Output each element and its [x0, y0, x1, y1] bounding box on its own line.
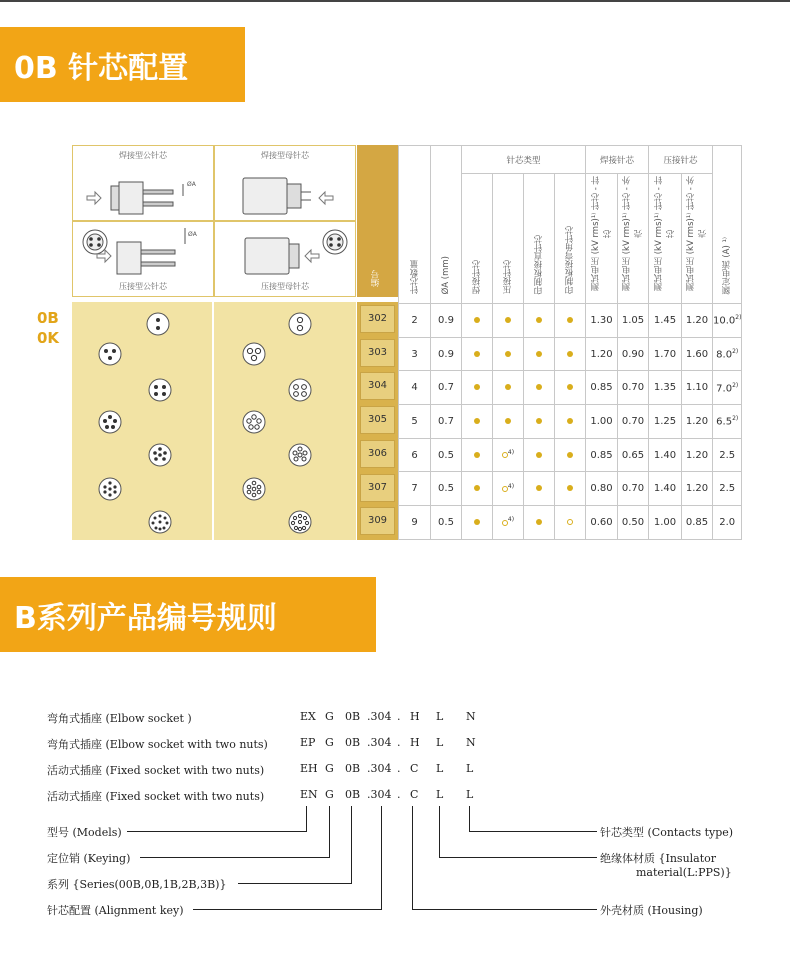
dim-label: ØA — [188, 231, 197, 238]
code-cell: 304 — [360, 372, 395, 400]
press-male-drawing — [73, 222, 213, 282]
model-code-segment: H — [410, 736, 420, 749]
contact-type-cell — [555, 438, 586, 472]
model-code-segment: EX — [300, 710, 316, 723]
legend-models: 型号 (Models) — [47, 826, 122, 839]
press-female-diagram — [214, 221, 356, 297]
leader-contacts-v — [469, 806, 470, 832]
leader-housing — [412, 909, 597, 910]
hdr-type-pcb-straight: 印制板接直针芯 — [524, 174, 555, 304]
test-voltage-cell: 0.85 — [586, 371, 618, 405]
model-code-segment: . — [397, 762, 401, 775]
contact-type-cell — [524, 506, 555, 540]
code-cell: 309 — [360, 507, 395, 535]
model-code-segment: L — [466, 762, 474, 775]
hdr-test-voltage-1: 测试电压 (kV rms)¹⁾ 针芯 - 针芯 — [586, 174, 618, 304]
section-banner-pin-config — [0, 27, 245, 102]
model-code-segment: EP — [300, 736, 316, 749]
test-voltage-cell: 0.85 — [682, 506, 713, 540]
test-voltage-cell: 1.30 — [586, 304, 618, 338]
test-voltage-cell: 0.60 — [586, 506, 618, 540]
code-cell: 302 — [360, 305, 395, 333]
model-code-segment: N — [466, 736, 476, 749]
rated-current-cell — [713, 438, 742, 472]
key-code-0b: 0B — [37, 309, 59, 327]
leader-models-v — [306, 806, 307, 832]
hdr-pin-count: 针芯数量 — [399, 146, 431, 304]
leader-series-v — [351, 806, 352, 884]
table-row — [399, 472, 742, 506]
rated-current-value: 2.5 — [719, 449, 736, 461]
leader-alignment-v — [381, 806, 382, 910]
available-dot-icon — [567, 384, 573, 390]
available-dot-icon — [505, 351, 511, 357]
leader-alignment — [193, 909, 382, 910]
top-divider — [0, 0, 790, 2]
model-code-segment: 0B — [345, 788, 361, 801]
contact-type-cell — [493, 506, 524, 540]
test-voltage-cell: 1.10 — [682, 371, 713, 405]
hdr-solder-contacts: 焊接针芯 — [586, 146, 649, 174]
contact-type-cell — [555, 506, 586, 540]
test-voltage-cell: 1.40 — [649, 438, 682, 472]
section-title: 0B 针芯配置 — [14, 50, 189, 86]
code-header-label: 编号 — [371, 270, 381, 287]
model-desc: 弯角式插座 (Elbow socket ) — [47, 712, 192, 725]
available-dot-icon — [536, 351, 542, 357]
contact-type-cell — [462, 304, 493, 338]
contact-type-cell — [555, 337, 586, 371]
press-female-drawing — [215, 222, 355, 282]
pin-count-cell: 6 — [399, 438, 431, 472]
diameter-cell: 0.5 — [431, 472, 462, 506]
contact-type-cell — [524, 472, 555, 506]
model-code-segment: L — [436, 710, 444, 723]
model-code-segment: G — [325, 710, 334, 723]
contact-type-cell — [493, 438, 524, 472]
test-voltage-cell: 0.90 — [618, 337, 649, 371]
legend-keying: 定位销 (Keying) — [47, 852, 131, 865]
solder-female-drawing — [225, 164, 350, 219]
test-voltage-cell: 1.20 — [586, 337, 618, 371]
footnote-ref: 2) — [732, 347, 739, 355]
table-row — [399, 506, 742, 540]
rated-current-cell — [713, 472, 742, 506]
available-dot-icon — [474, 351, 480, 357]
model-code-segment: .304 — [367, 736, 392, 749]
hdr-test-voltage-2: 测试电压 (kV rms)¹⁾ 针芯 - 外壳 — [618, 174, 649, 304]
table-row — [399, 438, 742, 472]
rated-current-value: 2.0 — [719, 516, 736, 528]
legend-contacts: 针芯类型 (Contacts type) — [600, 826, 734, 839]
table-row — [399, 405, 742, 439]
key-code-0k: 0K — [37, 329, 60, 347]
model-code-segment: EN — [300, 788, 318, 801]
available-dot-icon — [567, 317, 573, 323]
test-voltage-cell: 1.20 — [682, 472, 713, 506]
available-dot-icon — [536, 519, 542, 525]
test-voltage-cell: 0.50 — [618, 506, 649, 540]
section-banner-model-code — [0, 577, 376, 652]
leader-models — [127, 831, 307, 832]
hdr-diameter: ØA (mm) — [431, 146, 462, 304]
contact-type-cell — [462, 337, 493, 371]
available-dot-icon — [474, 519, 480, 525]
footnote-ref: 2) — [732, 415, 739, 423]
contact-type-cell — [555, 371, 586, 405]
table-row — [399, 304, 742, 338]
code-cell: 305 — [360, 406, 395, 434]
leader-housing-v — [412, 806, 413, 910]
test-voltage-cell: 0.65 — [618, 438, 649, 472]
test-voltage-cell: 1.05 — [618, 304, 649, 338]
rated-current-cell — [713, 337, 742, 371]
available-dot-icon — [474, 418, 480, 424]
leader-insulator-v — [439, 806, 440, 858]
pin-count-cell: 9 — [399, 506, 431, 540]
contact-type-cell — [493, 337, 524, 371]
rated-current-value: 8.0 — [716, 349, 733, 361]
test-voltage-cell: 0.70 — [618, 472, 649, 506]
test-voltage-cell: 1.25 — [649, 405, 682, 439]
available-dot-icon — [536, 418, 542, 424]
rated-current-cell — [713, 304, 742, 338]
pin-configuration-figure — [0, 145, 790, 540]
diameter-cell: 0.5 — [431, 506, 462, 540]
model-code-segment: L — [466, 788, 474, 801]
model-code-segment: .304 — [367, 710, 392, 723]
contact-type-cell — [462, 438, 493, 472]
diameter-cell: 0.9 — [431, 337, 462, 371]
table-row — [399, 337, 742, 371]
test-voltage-cell: 0.80 — [586, 472, 618, 506]
available-dot-icon — [474, 384, 480, 390]
model-code-segment: G — [325, 736, 334, 749]
optional-dot-icon — [567, 519, 573, 525]
contact-type-cell — [524, 337, 555, 371]
contact-type-cell — [524, 438, 555, 472]
available-dot-icon — [505, 418, 511, 424]
available-dot-icon — [567, 452, 573, 458]
model-code-segment: 0B — [345, 736, 361, 749]
model-code-segment: L — [436, 736, 444, 749]
hdr-contact-type: 针芯类型 — [462, 146, 586, 174]
model-code-segment: H — [410, 710, 420, 723]
model-code-segment: L — [436, 762, 444, 775]
footnote-ref: 2) — [735, 314, 742, 322]
contact-type-cell — [462, 405, 493, 439]
pin-count-cell: 7 — [399, 472, 431, 506]
footnote-ref: 4) — [507, 448, 515, 456]
press-male-diagram — [72, 221, 214, 297]
model-code-segment: 0B — [345, 762, 361, 775]
rated-current-cell — [713, 371, 742, 405]
model-desc: 活动式插座 (Fixed socket with two nuts) — [47, 790, 265, 803]
legend-alignment: 针芯配置 (Alignment key) — [47, 904, 184, 917]
footnote-ref: 4) — [507, 516, 515, 524]
model-code-segment: . — [397, 710, 401, 723]
test-voltage-cell: 1.40 — [649, 472, 682, 506]
diameter-cell: 0.5 — [431, 438, 462, 472]
rated-current-value: 10.0 — [713, 315, 736, 327]
leader-insulator — [439, 857, 597, 858]
model-code-segment: . — [397, 736, 401, 749]
diameter-cell: 0.7 — [431, 405, 462, 439]
model-code-segment: . — [397, 788, 401, 801]
available-dot-icon — [536, 384, 542, 390]
section-title: B系列产品编号规则 — [14, 600, 277, 636]
hdr-crimp-contacts: 压接针芯 — [649, 146, 713, 174]
footnote-ref: 2) — [732, 381, 739, 389]
model-code-segment: L — [436, 788, 444, 801]
code-cell: 306 — [360, 440, 395, 468]
rated-current-value: 7.0 — [716, 382, 733, 394]
available-dot-icon — [505, 317, 511, 323]
footnote-ref: 4) — [507, 482, 515, 490]
available-dot-icon — [474, 317, 480, 323]
hdr-type-crimp: 压接针芯 — [493, 174, 524, 304]
legend-insulator-material: material(L:PPS)} — [636, 866, 732, 879]
hdr-rated-current: 额定电流 (A) ¹⁾ — [713, 146, 742, 304]
model-desc: 弯角式插座 (Elbow socket with two nuts) — [47, 738, 268, 751]
test-voltage-cell: 1.20 — [682, 304, 713, 338]
contact-type-cell — [524, 304, 555, 338]
pin-count-cell: 3 — [399, 337, 431, 371]
spec-table — [398, 145, 742, 540]
model-code-segment: N — [466, 710, 476, 723]
leader-contacts — [469, 831, 597, 832]
available-dot-icon — [567, 351, 573, 357]
model-code-segment: C — [410, 762, 419, 775]
diameter-cell: 0.9 — [431, 304, 462, 338]
test-voltage-cell: 1.60 — [682, 337, 713, 371]
table-row — [399, 371, 742, 405]
dim-label: ØA — [187, 181, 196, 188]
code-cell: 303 — [360, 339, 395, 367]
model-code-segment: EH — [300, 762, 318, 775]
test-voltage-cell: 1.70 — [649, 337, 682, 371]
contact-type-cell — [462, 506, 493, 540]
solder-male-diagram — [72, 145, 214, 221]
rated-current-value: 6.5 — [716, 416, 733, 428]
legend-insulator: 绝缘体材质 {Insulator — [600, 852, 717, 865]
model-code-segment: C — [410, 788, 419, 801]
rated-current-cell — [713, 405, 742, 439]
available-dot-icon — [474, 485, 480, 491]
available-dot-icon — [536, 452, 542, 458]
test-voltage-cell: 1.20 — [682, 405, 713, 439]
available-dot-icon — [567, 418, 573, 424]
pin-count-cell: 5 — [399, 405, 431, 439]
contact-type-cell — [493, 472, 524, 506]
test-voltage-cell: 0.70 — [618, 371, 649, 405]
pin-layout-drawings — [72, 302, 356, 540]
contact-type-cell — [524, 405, 555, 439]
solder-male-drawing — [83, 164, 208, 219]
contact-type-cell — [555, 472, 586, 506]
contact-type-cell — [462, 472, 493, 506]
hdr-test-voltage-4: 测试电压 (kV rms)¹⁾ 针芯 - 外壳 — [682, 174, 713, 304]
available-dot-icon — [536, 485, 542, 491]
test-voltage-cell: 1.00 — [586, 405, 618, 439]
press-female-caption: 压接型母针芯 — [261, 282, 309, 291]
test-voltage-cell: 1.45 — [649, 304, 682, 338]
model-code-segment: 0B — [345, 710, 361, 723]
rated-current-value: 2.5 — [719, 483, 736, 495]
leader-keying-v — [329, 806, 330, 858]
test-voltage-cell: 1.00 — [649, 506, 682, 540]
hdr-test-voltage-3: 测试电压 (kV rms)¹⁾ 针芯 - 针芯 — [649, 174, 682, 304]
contact-type-cell — [524, 371, 555, 405]
test-voltage-cell: 1.20 — [682, 438, 713, 472]
hdr-type-pcb-elbow: 印制板接弯角针芯 — [555, 174, 586, 304]
model-code-segment: .304 — [367, 788, 392, 801]
legend-housing: 外壳材质 (Housing) — [600, 904, 703, 917]
model-code-segment: G — [325, 788, 334, 801]
contact-type-cell — [555, 304, 586, 338]
legend-series: 系列 {Series(00B,0B,1B,2B,3B)} — [47, 878, 227, 891]
contact-type-cell — [493, 304, 524, 338]
available-dot-icon — [505, 384, 511, 390]
press-male-caption: 压接型公针芯 — [119, 282, 167, 291]
test-voltage-cell: 1.35 — [649, 371, 682, 405]
model-code-segment: .304 — [367, 762, 392, 775]
available-dot-icon — [474, 452, 480, 458]
code-cell: 307 — [360, 474, 395, 502]
test-voltage-cell: 0.85 — [586, 438, 618, 472]
model-desc: 活动式插座 (Fixed socket with two nuts) — [47, 764, 265, 777]
available-dot-icon — [536, 317, 542, 323]
contact-type-cell — [462, 371, 493, 405]
hdr-type-solder: 焊接针芯 — [462, 174, 493, 304]
contact-type-cell — [493, 371, 524, 405]
rated-current-cell — [713, 506, 742, 540]
contact-type-cell — [555, 405, 586, 439]
pin-count-cell: 4 — [399, 371, 431, 405]
test-voltage-cell: 0.70 — [618, 405, 649, 439]
solder-female-diagram — [214, 145, 356, 221]
solder-male-caption: 焊接型公针芯 — [119, 151, 167, 160]
available-dot-icon — [567, 485, 573, 491]
diameter-cell: 0.7 — [431, 371, 462, 405]
pin-count-cell: 2 — [399, 304, 431, 338]
model-code-segment: G — [325, 762, 334, 775]
leader-series — [238, 883, 352, 884]
contact-type-cell — [493, 405, 524, 439]
leader-keying — [140, 857, 330, 858]
solder-female-caption: 焊接型母针芯 — [261, 151, 309, 160]
code-header — [357, 145, 398, 297]
